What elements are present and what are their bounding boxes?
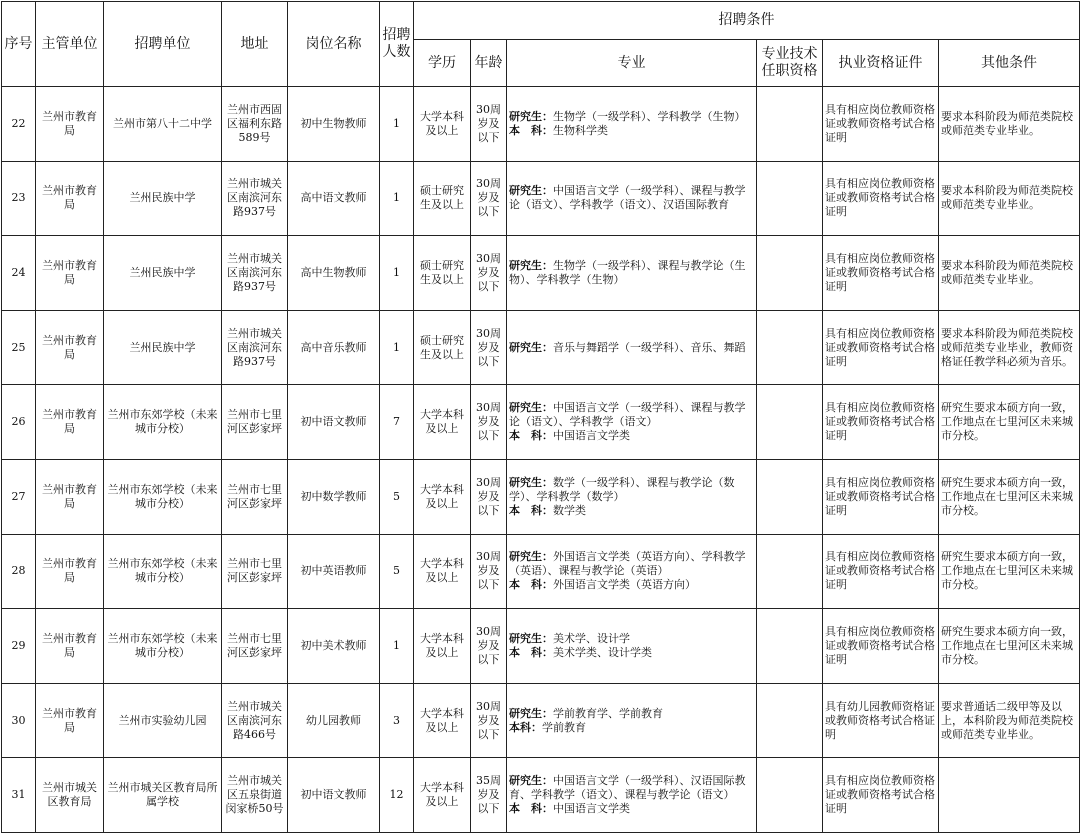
- cell-count: 3: [380, 683, 414, 758]
- major-grad: 学前教育学、学前教育: [553, 706, 663, 720]
- cell-major: [507, 758, 757, 833]
- header-cert: 执业资格证件: [823, 40, 939, 87]
- cell-edu: 大学本科及以上: [414, 534, 471, 609]
- cell-cert: 具有相应岗位教师资格证或教师资格考试合格证明: [823, 161, 939, 236]
- cell-cert: 具有相应岗位教师资格证或教师资格考试合格证明: [823, 385, 939, 460]
- cell-other: 研究生要求本硕方向一致，工作地点在七里河区未来城市分校。: [939, 609, 1080, 684]
- cell-count: 5: [380, 459, 414, 534]
- cell-edu: 大学本科及以上: [414, 758, 471, 833]
- major-ug: 中国语言文学类: [553, 802, 630, 816]
- cell-post: 幼儿园教师: [288, 683, 380, 758]
- cell-major: [507, 609, 757, 684]
- cell-edu: 大学本科及以上: [414, 683, 471, 758]
- major-grad-label: 研究生：: [509, 109, 553, 123]
- cell-other: 研究生要求本硕方向一致，工作地点在七里河区未来城市分校。: [939, 534, 1080, 609]
- cell-addr: 兰州市城关区南滨河东路937号: [222, 161, 288, 236]
- header-seq: 序号: [2, 2, 36, 87]
- major-ug: 美术学类、设计学类: [553, 645, 652, 659]
- cell-dept: 兰州市教育局: [36, 385, 104, 460]
- cell-other: 要求本科阶段为师范类院校或师范类专业毕业。: [939, 87, 1080, 162]
- header-tech: 专业技术任职资格: [757, 40, 823, 87]
- cell-other: 要求本科阶段为师范类院校或师范类专业毕业，教师资格证任教学科必须为音乐。: [939, 310, 1080, 385]
- cell-post: 初中生物教师: [288, 87, 380, 162]
- cell-post: 初中语文教师: [288, 758, 380, 833]
- cell-seq: 31: [2, 758, 36, 833]
- cell-post: 初中美术教师: [288, 609, 380, 684]
- cell-dept: 兰州市教育局: [36, 683, 104, 758]
- major-ug-label: 本 科：: [509, 503, 553, 517]
- cell-count: 1: [380, 609, 414, 684]
- recruitment-table: [1, 1, 1080, 833]
- major-grad: 外国语言文学类（英语方向）、学科教学（英语）、课程与教学论（英语）: [509, 550, 746, 578]
- cell-addr: 兰州市七里河区彭家坪: [222, 534, 288, 609]
- cell-addr: 兰州市七里河区彭家坪: [222, 459, 288, 534]
- major-ug-label: 本 科：: [509, 123, 553, 137]
- cell-count: 1: [380, 161, 414, 236]
- cell-tech: [757, 87, 823, 162]
- cell-dept: 兰州市教育局: [36, 310, 104, 385]
- cell-age: 30周岁及以下: [471, 683, 507, 758]
- cell-unit: 兰州市东郊学校（未来城市分校）: [104, 609, 222, 684]
- header-dept: 主管单位: [36, 2, 104, 87]
- cell-unit: 兰州市东郊学校（未来城市分校）: [104, 459, 222, 534]
- cell-age: 30周岁及以下: [471, 310, 507, 385]
- table-row: [2, 385, 1080, 460]
- major-grad: 中国语言文学（一级学科）、汉语国际教育、学科教学（语文）、课程与教学论（语文）: [509, 774, 746, 802]
- cell-addr: 兰州市西固区福利东路589号: [222, 87, 288, 162]
- major-grad: 中国语言文学（一级学科）、课程与教学论（语文）、学科教学（语文）、汉语国际教育: [509, 184, 746, 212]
- cell-age: 30周岁及以下: [471, 161, 507, 236]
- cell-post: 初中数学教师: [288, 459, 380, 534]
- table-row: [2, 87, 1080, 162]
- header-addr: 地址: [222, 2, 288, 87]
- cell-dept: 兰州市教育局: [36, 161, 104, 236]
- major-grad-label: 研究生：: [509, 401, 553, 415]
- cell-major: [507, 236, 757, 311]
- major-grad: 音乐与舞蹈学（一级学科）、音乐、舞蹈: [553, 340, 746, 354]
- cell-unit: 兰州市东郊学校（未来城市分校）: [104, 534, 222, 609]
- major-grad-label: 研究生：: [509, 706, 553, 720]
- cell-seq: 22: [2, 87, 36, 162]
- cell-tech: [757, 236, 823, 311]
- cell-dept: 兰州市教育局: [36, 534, 104, 609]
- cell-addr: 兰州市七里河区彭家坪: [222, 385, 288, 460]
- table-row: [2, 683, 1080, 758]
- major-grad-label: 研究生：: [509, 258, 553, 272]
- header-age: 年龄: [471, 40, 507, 87]
- cell-other: 要求本科阶段为师范类院校或师范类专业毕业。: [939, 236, 1080, 311]
- major-grad-label: 研究生：: [509, 340, 553, 354]
- cell-major: [507, 534, 757, 609]
- table-row: [2, 534, 1080, 609]
- cell-count: 5: [380, 534, 414, 609]
- header-conditions: 招聘条件: [414, 2, 1080, 40]
- major-grad: 美术学、设计学: [553, 631, 630, 645]
- header-edu: 学历: [414, 40, 471, 87]
- cell-edu: 大学本科及以上: [414, 609, 471, 684]
- cell-other: 要求普通话二级甲等及以上，本科阶段为师范类院校或师范类专业毕业。: [939, 683, 1080, 758]
- header-post: 岗位名称: [288, 2, 380, 87]
- cell-dept: 兰州市教育局: [36, 87, 104, 162]
- cell-seq: 25: [2, 310, 36, 385]
- cell-edu: 大学本科及以上: [414, 385, 471, 460]
- cell-age: 30周岁及以下: [471, 459, 507, 534]
- cell-tech: [757, 609, 823, 684]
- cell-seq: 26: [2, 385, 36, 460]
- cell-major: [507, 385, 757, 460]
- cell-addr: 兰州市城关区南滨河东路937号: [222, 236, 288, 311]
- major-ug-label: 本 科：: [509, 802, 553, 816]
- cell-age: 30周岁及以下: [471, 385, 507, 460]
- table-row: [2, 310, 1080, 385]
- cell-post: 初中英语教师: [288, 534, 380, 609]
- cell-addr: 兰州市城关区南滨河东路466号: [222, 683, 288, 758]
- cell-other: [939, 758, 1080, 833]
- cell-unit: 兰州市东郊学校（未来城市分校）: [104, 385, 222, 460]
- cell-seq: 30: [2, 683, 36, 758]
- major-grad-label: 研究生：: [509, 774, 553, 788]
- cell-dept: 兰州市城关区教育局: [36, 758, 104, 833]
- major-grad-label: 研究生：: [509, 475, 553, 489]
- header-major: 专业: [507, 40, 757, 87]
- major-ug: 学前教育: [542, 720, 586, 734]
- major-ug-label: 本 科：: [509, 429, 553, 443]
- cell-seq: 23: [2, 161, 36, 236]
- cell-major: [507, 310, 757, 385]
- cell-cert: 具有相应岗位教师资格证或教师资格考试合格证明: [823, 758, 939, 833]
- major-ug-label: 本 科：: [509, 645, 553, 659]
- cell-major: [507, 459, 757, 534]
- cell-cert: 具有相应岗位教师资格证或教师资格考试合格证明: [823, 609, 939, 684]
- major-grad: 生物学（一级学科）、课程与教学论（生物）、学科教学（生物）: [509, 258, 746, 286]
- major-grad-label: 研究生：: [509, 631, 553, 645]
- cell-post: 高中音乐教师: [288, 310, 380, 385]
- cell-unit: 兰州市城关区教育局所属学校: [104, 758, 222, 833]
- cell-tech: [757, 534, 823, 609]
- cell-cert: 具有相应岗位教师资格证或教师资格考试合格证明: [823, 459, 939, 534]
- cell-edu: 硕士研究生及以上: [414, 161, 471, 236]
- cell-seq: 29: [2, 609, 36, 684]
- cell-age: 35周岁及以下: [471, 758, 507, 833]
- header-count: 招聘人数: [380, 2, 414, 87]
- cell-cert: 具有相应岗位教师资格证或教师资格考试合格证明: [823, 236, 939, 311]
- cell-cert: 具有幼儿园教师资格证或教师资格考试合格证明: [823, 683, 939, 758]
- major-grad: 中国语言文学（一级学科）、课程与教学论（语文）、学科教学（语文）: [509, 401, 746, 429]
- cell-count: 7: [380, 385, 414, 460]
- table-row: [2, 609, 1080, 684]
- major-grad-label: 研究生：: [509, 550, 553, 564]
- cell-edu: 大学本科及以上: [414, 459, 471, 534]
- cell-tech: [757, 310, 823, 385]
- major-ug: 生物科学类: [553, 123, 608, 137]
- major-ug-label: 本 科：: [509, 578, 553, 592]
- cell-tech: [757, 683, 823, 758]
- cell-age: 30周岁及以下: [471, 236, 507, 311]
- cell-post: 初中语文教师: [288, 385, 380, 460]
- header-unit: 招聘单位: [104, 2, 222, 87]
- cell-age: 30周岁及以下: [471, 609, 507, 684]
- cell-addr: 兰州市七里河区彭家坪: [222, 609, 288, 684]
- cell-count: 1: [380, 310, 414, 385]
- table-row: [2, 459, 1080, 534]
- cell-cert: 具有相应岗位教师资格证或教师资格考试合格证明: [823, 534, 939, 609]
- cell-other: 研究生要求本硕方向一致，工作地点在七里河区未来城市分校。: [939, 385, 1080, 460]
- major-ug-label: 本科：: [509, 720, 542, 734]
- cell-age: 30周岁及以下: [471, 87, 507, 162]
- table-row: [2, 758, 1080, 833]
- cell-seq: 27: [2, 459, 36, 534]
- cell-tech: [757, 758, 823, 833]
- header-other: 其他条件: [939, 40, 1080, 87]
- major-grad: 数学（一级学科）、课程与教学论（数学）、学科教学（数学）: [509, 475, 735, 503]
- cell-dept: 兰州市教育局: [36, 236, 104, 311]
- major-ug: 中国语言文学类: [553, 429, 630, 443]
- major-ug: 外国语言文学类（英语方向）: [553, 578, 696, 592]
- cell-unit: 兰州民族中学: [104, 161, 222, 236]
- cell-addr: 兰州市城关区五泉街道闵家桥50号: [222, 758, 288, 833]
- cell-edu: 硕士研究生及以上: [414, 310, 471, 385]
- cell-edu: 硕士研究生及以上: [414, 236, 471, 311]
- table-row: [2, 161, 1080, 236]
- cell-major: [507, 87, 757, 162]
- cell-post: 高中生物教师: [288, 236, 380, 311]
- cell-seq: 28: [2, 534, 36, 609]
- cell-post: 高中语文教师: [288, 161, 380, 236]
- cell-dept: 兰州市教育局: [36, 459, 104, 534]
- table-row: [2, 236, 1080, 311]
- cell-age: 30周岁及以下: [471, 534, 507, 609]
- cell-unit: 兰州市第八十二中学: [104, 87, 222, 162]
- cell-cert: 具有相应岗位教师资格证或教师资格考试合格证明: [823, 310, 939, 385]
- major-grad: 生物学（一级学科）、学科教学（生物）: [553, 109, 746, 123]
- cell-unit: 兰州民族中学: [104, 310, 222, 385]
- cell-tech: [757, 385, 823, 460]
- cell-count: 1: [380, 236, 414, 311]
- cell-tech: [757, 161, 823, 236]
- major-grad-label: 研究生：: [509, 184, 553, 198]
- cell-other: 研究生要求本硕方向一致，工作地点在七里河区未来城市分校。: [939, 459, 1080, 534]
- cell-unit: 兰州市实验幼儿园: [104, 683, 222, 758]
- cell-unit: 兰州民族中学: [104, 236, 222, 311]
- cell-edu: 大学本科及以上: [414, 87, 471, 162]
- major-ug: 数学类: [553, 503, 586, 517]
- cell-cert: 具有相应岗位教师资格证或教师资格考试合格证明: [823, 87, 939, 162]
- cell-dept: 兰州市教育局: [36, 609, 104, 684]
- cell-count: 12: [380, 758, 414, 833]
- cell-tech: [757, 459, 823, 534]
- cell-addr: 兰州市城关区南滨河东路937号: [222, 310, 288, 385]
- cell-other: 要求本科阶段为师范类院校或师范类专业毕业。: [939, 161, 1080, 236]
- cell-seq: 24: [2, 236, 36, 311]
- cell-major: [507, 683, 757, 758]
- cell-major: [507, 161, 757, 236]
- cell-count: 1: [380, 87, 414, 162]
